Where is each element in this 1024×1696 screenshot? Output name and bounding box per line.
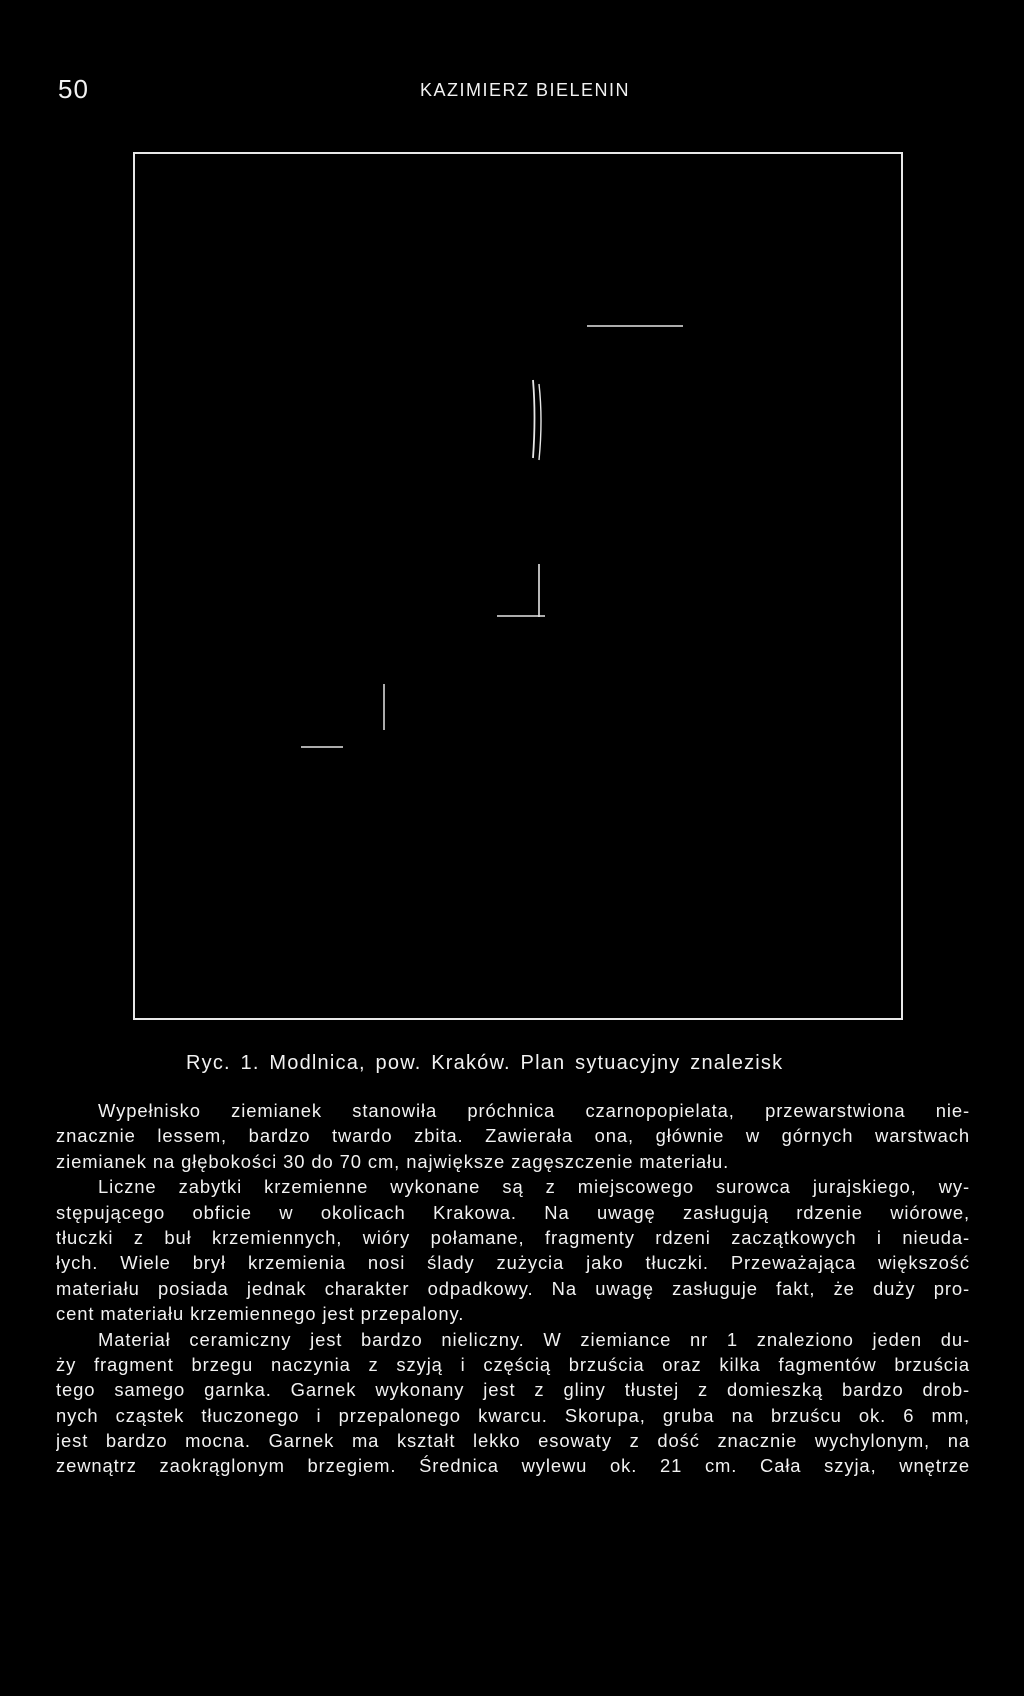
text-line: tego samego garnka. Garnek wykonany jest z gliny tłustej z domieszką bardzo drob- [56,1379,970,1401]
body-text [56,1098,970,1479]
figure-plan [133,152,903,1020]
page-number: 50 [58,74,89,104]
figure-caption: Ryc. 1. Modlnica, pow. Kraków. Plan sytuacyjny znalezisk [186,1052,784,1074]
plan-stroke-double-b [539,384,541,460]
text-line: zewnątrz zaokrąglonym brzegiem. Średnica wylewu ok. 21 cm. Cała szyja, wnętrze [56,1455,970,1477]
text-line: łych. Wiele brył krzemienia nosi ślady zużycia jako tłuczki. Przeważająca większość [56,1252,970,1274]
text-line: stępującego obficie w okolicach Krakowa. Na uwagę zasługują rdzenie wiórowe, [56,1201,970,1223]
text-line: cent materiału krzemiennego jest przepalony. [56,1303,465,1325]
site-plan-drawing [135,154,901,1018]
text-line: Wypełnisko ziemianek stanowiła próchnica czarnopopielata, przewarstwiona nie- [98,1100,970,1121]
text-line: nych cząstek tłuczonego i przepalonego kwarcu. Skorupa, gruba na brzuścu ok. 6 mm, [56,1404,970,1426]
text-line: ży fragment brzegu naczynia z szyją i częścią brzuścia oraz kilka fagmentów brzuścia [56,1353,970,1375]
text-line: Materiał ceramiczny jest bardzo nieliczny. W ziemiance nr 1 znaleziono jeden du- [98,1328,970,1350]
text-line: materiału posiada jednak charakter odpadkowy. Na uwagę zasługuje fakt, że duży pro- [56,1277,970,1299]
plan-stroke-double-a [533,380,535,458]
text-line: jest bardzo mocna. Garnek ma kształt lekko esowaty z dość znacznie wychylonym, na [56,1430,970,1452]
text-line: Liczne zabytki krzemienne wykonane są z miejscowego surowca jurajskiego, wy- [98,1176,970,1198]
text-line: tłuczki z buł krzemiennych, wióry połamane, fragmenty rdzeni zaczątkowych i nieuda- [56,1226,970,1248]
running-head: KAZIMIERZ BIELENIN [420,80,631,100]
page-header [58,74,966,110]
text-line: znacznie lessem, bardzo twardo zbita. Zawierała ona, głównie w górnych warstwach [56,1125,970,1147]
text-line: ziemianek na głębokości 30 do 70 cm, największe zagęszczenie materiału. [56,1150,730,1172]
